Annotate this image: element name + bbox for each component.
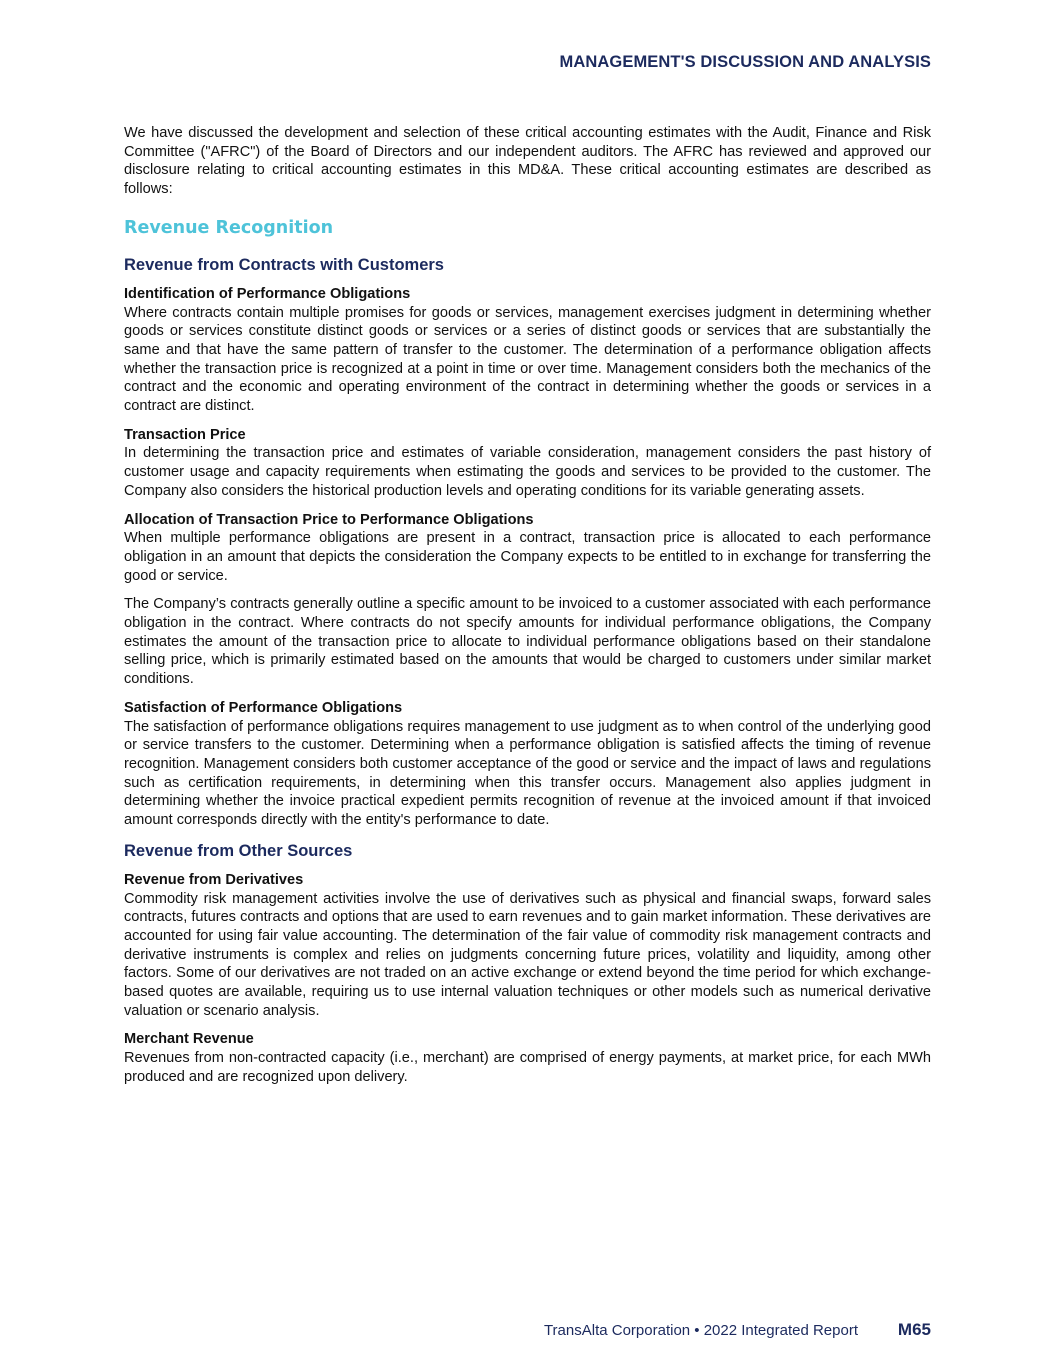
section-title-revenue-recognition: Revenue Recognition [124, 217, 334, 238]
satisfaction-text: The satisfaction of performance obligations requires management to use judgment as to when control of the underlying good or service transfers to the customer. Determining when a performance obligation is satisfied affects the timing of revenue recognition. Management considers both customer acceptance of the good or service and the impact of laws and regulations such as certification requirements, in determining when this transfer occurs. Management also applies judgment in determining whether the invoice practical expedient permits recognition of revenue at the invoiced amount if that invoiced amount corresponds directly with the entity's performance to date. [124, 718, 931, 829]
allocation-block [124, 511, 931, 689]
page-number: M65 [897, 1320, 931, 1339]
satisfaction-block [124, 699, 931, 830]
identification-heading: Identification of Performance Obligations [124, 285, 411, 302]
subsection-title-contracts: Revenue from Contracts with Customers [124, 255, 444, 274]
footer-report-title: TransAlta Corporation • 2022 Integrated Report [543, 1322, 858, 1339]
derivatives-block [124, 871, 931, 1021]
merchant-text: Revenues from non-contracted capacity (i.e., merchant) are comprised of energy payments, at market price, for each MWh produced and are recognized upon delivery. [124, 1050, 931, 1085]
transaction-price-block [124, 426, 931, 501]
identification-text: Where contracts contain multiple promises for goods or services, management exercises judgment in determining whether goods or services constitute distinct goods or services or a series of distinct goods or services that are substantially the same and that have the same pattern of transfer to the customer. The determination of a performance obligation affects whether the transaction price is recognized at a point in time or over time. Management considers both the mechanics of the contract and the economic and operating environment of the contract in determining whether the goods or services in a contract are distinct. [124, 304, 931, 415]
merchant-block [124, 1030, 931, 1086]
allocation-text: When multiple performance obligations are present in a contract, transaction price is allocated to each performance obligation in an amount that depicts the consideration the Company expects to be entitled to in exchange for transferring the good or service. [124, 530, 931, 584]
document-body [124, 124, 931, 1097]
identification-block [124, 285, 931, 416]
page-header-title: MANAGEMENT'S DISCUSSION AND ANALYSIS [559, 53, 931, 71]
derivatives-heading: Revenue from Derivatives [124, 871, 304, 888]
allocation-text-2: The Company’s contracts generally outline a specific amount to be invoiced to a customer associated with each performance obligation in the contract. Where contracts do not specify amounts for individual performance obligations, the Company estimates the amount of the transaction price to allocate to individual performance obligations based on their standalone selling price, which is primarily estimated based on the amounts that would be charged to customers under similar market conditions. [124, 596, 931, 688]
transaction-price-heading: Transaction Price [124, 426, 246, 443]
subsection-title-other-sources: Revenue from Other Sources [124, 841, 353, 860]
intro-paragraph: We have discussed the development and selection of these critical accounting estimates with the Audit, Finance and Risk Committee ("AFRC") of the Board of Directors and our independent auditors. The AFRC has reviewed and approved our disclosure relating to critical accounting estimates in this MD&A. These critical accounting estimates are described as follows: [124, 125, 931, 198]
transaction-price-text: In determining the transaction price and estimates of variable consideration, management considers the past history of customer usage and capacity requirements when estimating the goods and services to be provided to the customer. The Company also considers the historical production levels and operating conditions for its variable generating assets. [124, 445, 931, 499]
allocation-heading: Allocation of Transaction Price to Performance Obligations [124, 511, 534, 528]
satisfaction-heading: Satisfaction of Performance Obligations [124, 699, 403, 716]
derivatives-text: Commodity risk management activities involve the use of derivatives such as physical and financial swaps, forward sales contracts, futures contracts and options that are used to earn revenues and to gain market information. These derivatives are accounted for using fair value accounting. The determination of the fair value of commodity risk management contracts and derivative instruments is complex and relies on judgments concerning future prices, volatility and liquidity, among other factors. Some of our derivatives are not traded on an active exchange or extend beyond the time period for which exchange-based quotes are available, requiring us to use internal valuation techniques or other models such as numerical derivative valuation or scenario analysis. [124, 890, 931, 1019]
merchant-heading: Merchant Revenue [124, 1031, 254, 1048]
